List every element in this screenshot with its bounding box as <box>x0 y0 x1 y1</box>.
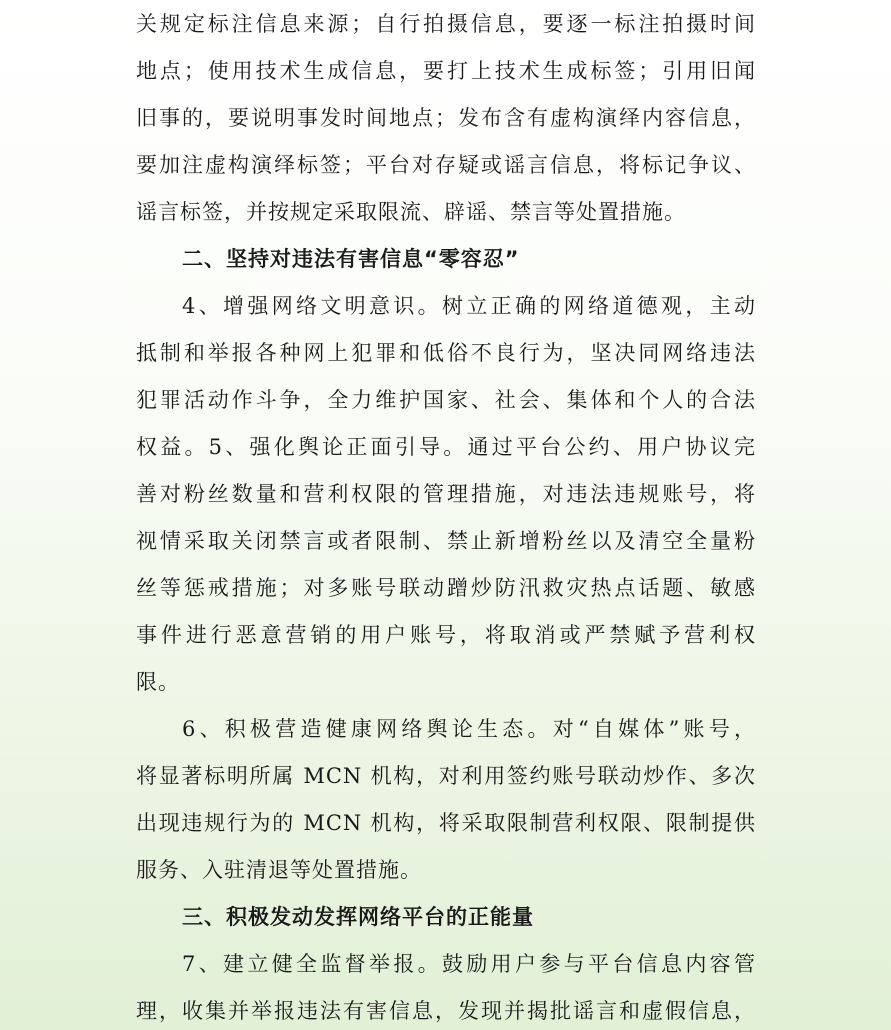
paragraph-line: 视情采取关闭禁言或者限制、禁止新增粉丝以及清空全量粉 <box>136 529 756 553</box>
paragraph-line: 理，收集并举报违法有害信息，发现并揭批谣言和虚假信息， <box>136 999 756 1023</box>
paragraph-line: 地点；使用技术生成信息，要打上技术生成标签；引用旧闻 <box>136 59 756 83</box>
paragraph-line: 善对粉丝数量和营利权限的管理措施，对违法违规账号，将 <box>136 482 756 506</box>
paragraph-line: 关规定标注信息来源；自行拍摄信息，要逐一标注拍摄时间 <box>136 12 756 36</box>
paragraph-line: 犯罪活动作斗争，全力维护国家、社会、集体和个人的合法 <box>136 388 756 412</box>
paragraph-line: 丝等惩戒措施；对多账号联动蹭炒防汛救灾热点话题、敏感 <box>136 576 756 600</box>
paragraph-line: 出现违规行为的 MCN 机构，将采取限制营利权限、限制提供 <box>136 811 756 835</box>
section-heading-3: 三、积极发动发挥网络平台的正能量 <box>182 905 534 929</box>
paragraph-line: 要加注虚构演绎标签；平台对存疑或谣言信息，将标记争议、 <box>136 153 756 177</box>
paragraph-line: 4、增强网络文明意识。树立正确的网络道德观，主动 <box>182 294 756 318</box>
paragraph-line: 权益。5、强化舆论正面引导。通过平台公约、用户协议完 <box>136 435 756 459</box>
paragraph-line: 抵制和举报各种网上犯罪和低俗不良行为，坚决同网络违法 <box>136 341 756 365</box>
paragraph-line: 将显著标明所属 MCN 机构，对利用签约账号联动炒作、多次 <box>136 764 756 788</box>
paragraph-line: 6、积极营造健康网络舆论生态。对“自媒体”账号， <box>182 717 756 741</box>
paragraph-line: 事件进行恶意营销的用户账号，将取消或严禁赋予营利权 <box>136 623 756 647</box>
section-heading-2: 二、坚持对违法有害信息“零容忍” <box>182 247 520 271</box>
paragraph-line: 7、建立健全监督举报。鼓励用户参与平台信息内容管 <box>182 952 756 976</box>
paragraph-line: 限。 <box>136 670 180 694</box>
paragraph-line: 谣言标签，并按规定采取限流、辟谣、禁言等处置措施。 <box>136 200 686 224</box>
paragraph-line: 服务、入驻清退等处置措施。 <box>136 858 422 882</box>
paragraph-line: 旧事的，要说明事发时间地点；发布含有虚构演绎内容信息， <box>136 106 756 130</box>
